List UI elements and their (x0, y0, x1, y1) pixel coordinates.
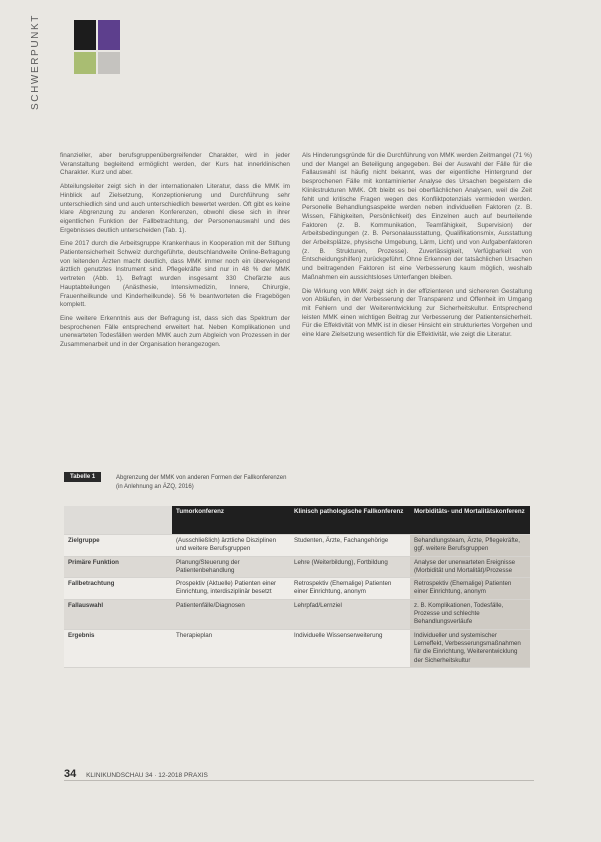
paragraph: Abteilungsleiter zeigt sich in der internationalen Literatur, dass die MMK im Hinblick auf Zielsetzung, Konzeptionierung und Durchführung sehr unterschiedlich sind und auch unterschiedlich bewertet werden. Oft gibt es keine klare Abgrenzung zu anderen Konferenzen, obwohl diese sich in ihrer eigentlichen Funktion der Fallbetrachtung, der Personenauswahl und des Ergebnisses deutlich unterscheiden (Tab. 1). (60, 183, 290, 234)
paragraph: Die Wirkung von MMK zeigt sich in der effizienteren und sichereren Gestaltung von Abläufen, in der Verbesserung der Transparenz und Offenheit im Umgang mit Fehlern und der Weiterentwicklung zur Sicherheitskultur. Entsprechend leisten MMK einen wichtigen Beitrag zur Verbesserung der Patientensicherheit. Für die Effektivität von MMK ist in dieser Hinsicht ein strukturiertes Vorgehen und eine klare Zielsetzung wesentlich für die Effektivität, wie zeigt die Literatur. (302, 287, 532, 339)
text-column-right (302, 152, 532, 345)
paragraph: Als Hinderungsgründe für die Durchführung von MMK werden Zeitmangel (71 %) und der Mangel an Beteiligung angegeben. Bei der Auswahl der Fälle für die Fallauswahl ist häufig nicht bekannt, was der eigentliche Hintergrund der besprochenen Fälle mit kontaminierter Analyse des Ursachen begeistern die Klinikstrukturen MMK. Oft bleibt es bei oberflächlichen Analysen, weil die Zeit fehlt und kritische Fragen wegen des Konfliktpotenzials vermieden werden. Personelle Behandlungsaspekte werden neben individuellen Faktoren (z. B. Wissen, Fähigkeiten, Persönlichkeit) des Einzelnen auch auf beurteilende Faktoren (z. B. Kommunikation, Teamfähigkeit, Supervision) der Arbeitsbedingungen (z. B. Personalausstattung, Qualifikationsmix, Ausstattung der Arbeitsplätze, physische Umgebung, Lärm, Licht) und von Aufgabenfaktoren (z. B. Strukturen, Prozesse). Zuverlässigkeit, Verfügbarkeit von Entscheidungshilfen) zurückgeführt. Ohne Erkennen der tatsächlichen Ursachen und beitragenden Faktoren ist eine Verbesserung kaum möglich, weshalb Maßnahmen ein aussichtsloses Unterfangen bleiben. (302, 152, 532, 281)
section-label: SCHWERPUNKT (30, 14, 41, 110)
page-number: 34 (64, 768, 77, 780)
paragraph: Eine weitere Erkenntnis aus der Befragung ist, dass sich das Spektrum der besprochenen Fälle entsprechend erweitert hat. Neben Komplikationen und unerwarteten Todesfällen werden MMK auch zum Abgleich von Prozessen in der Zusammenarbeit und in der Organisation herangezogen. (60, 314, 290, 349)
page-footer (64, 768, 208, 780)
table-caption-text (116, 474, 286, 491)
header-square-grey (98, 52, 120, 74)
table-cell: Behandlungsteam, Ärzte, Pflegekräfte, ggf. weitere Berufsgruppen (410, 535, 530, 557)
table-cell: Studenten, Ärzte, Fachangehörige (290, 535, 410, 557)
table-cell: Patientenfälle/Diagnosen (172, 599, 290, 629)
table-corner (64, 506, 172, 535)
table-row (64, 578, 530, 600)
table-row (64, 535, 530, 557)
footer-divider (64, 780, 534, 781)
row-label: Primäre Funktion (64, 556, 172, 578)
table-badge: Tabelle 1 (64, 472, 101, 482)
table-cell: Planung/Steuerung der Patientenbehandlung (172, 556, 290, 578)
table-cell: Retrospektiv (Ehemalige) Patienten einer Einrichtung, anonym (290, 578, 410, 600)
table-cell: Lehre (Weiterbildung), Fortbildung (290, 556, 410, 578)
paragraph: Eine 2017 durch die Arbeitsgruppe Krankenhaus in Kooperation mit der Stiftung Patientensicherheit Schweiz durchgeführte, deutschlandweite Online-Befragung von leitenden Ärzten macht deutlich, dass MMK immer noch ein überwiegend ärztlich genutztes Instrument sind. Pflegekräfte sind nur in 48 % der MMK vertreten (Abb. 1). Befragt wurden insgesamt 330 Chefärzte aus Hauptabteilungen (Anästhesie, Intensivmedizin, Innere, Chirurgie, Frauenheilkunde und Kinderheilkunde). 56 % beantworteten die Fragebögen komplett. (60, 240, 290, 309)
header-square-purple (98, 20, 120, 50)
table-row (64, 599, 530, 629)
table-row (64, 556, 530, 578)
journal-name: KLINIKUNDSCHAU 34 · 12-2018 PRAXIS (86, 772, 208, 779)
table-cell: Prospektiv (Aktuelle) Patienten einer Einrichtung, interdisziplinär besetzt (172, 578, 290, 600)
table-cell: Therapieplan (172, 629, 290, 667)
table-cell: z. B. Komplikationen, Todesfälle, Prozesse und schlechte Behandlungsverläufe (410, 599, 530, 629)
table-cell: Analyse der unerwarteten Ereignisse (Morbidität und Mortalität)/Prozesse (410, 556, 530, 578)
row-label: Ergebnis (64, 629, 172, 667)
header-square-green (74, 52, 96, 74)
row-label: Fallauswahl (64, 599, 172, 629)
paragraph: finanzieller, aber berufsgruppenübergreifender Charakter, wird in jeder Veranstaltung begleitend ermöglicht werden, der Kurs hat innerklinischen Charakter. Kurz und aber. (60, 152, 290, 177)
caption-line: (in Anlehnung an ÄZQ, 2016) (116, 483, 194, 490)
row-label: Zielgruppe (64, 535, 172, 557)
table-cell: Retrospektiv (Ehemalige) Patienten einer Einrichtung, anonym (410, 578, 530, 600)
table-cell: Individuelle Wissenserweiterung (290, 629, 410, 667)
row-label: Fallbetrachtung (64, 578, 172, 600)
caption-line: Abgrenzung der MMK von anderen Formen der Fallkonferenzen (116, 475, 287, 481)
text-column-left (60, 152, 290, 355)
table-cell: Individueller und systemischer Lerneffekt, Verbesserungsmaßnahmen für die Einrichtung, Weiterentwicklung der Sicherheitskultur (410, 629, 530, 667)
column-header: Klinisch pathologische Fallkonferenz (290, 506, 410, 535)
column-header: Morbiditäts- und Mortalitätskonferenz (410, 506, 530, 535)
comparison-table (64, 506, 530, 668)
header-square-dark (74, 20, 96, 50)
column-header: Tumorkonferenz (172, 506, 290, 535)
table-cell: (Ausschließlich) ärztliche Disziplinen und weitere Berufsgruppen (172, 535, 290, 557)
table-cell: Lehrpfad/Lernziel (290, 599, 410, 629)
table-row (64, 629, 530, 667)
